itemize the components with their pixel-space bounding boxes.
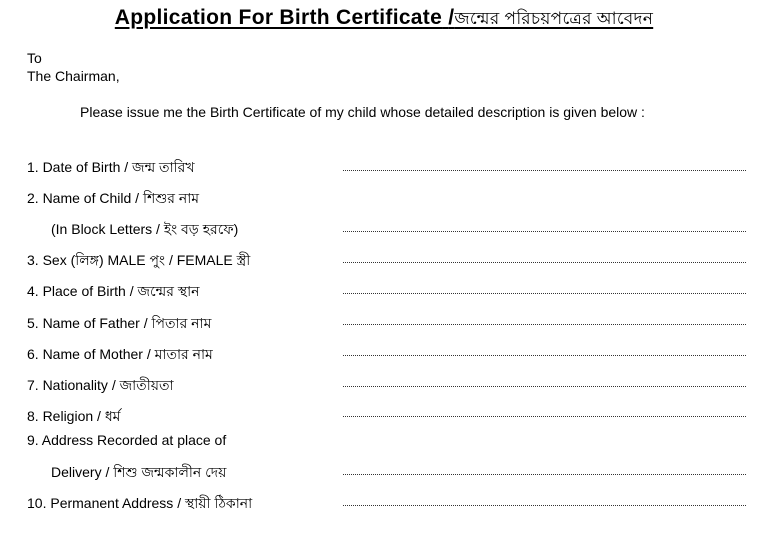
field-religion-line[interactable] xyxy=(343,416,746,417)
page-title-english: Application For Birth Certificate xyxy=(114,6,443,29)
address-chairman: The Chairman, xyxy=(27,68,120,84)
field-mother-name-line[interactable] xyxy=(343,355,746,356)
field-nationality-line[interactable] xyxy=(343,386,746,387)
field-father-name-label: 5. Name of Father / পিতার নাম xyxy=(27,315,212,331)
field-name-of-child-line[interactable] xyxy=(343,231,746,232)
page-title-bengali: জন্মের পরিচয়পত্রের আবেদন xyxy=(454,9,654,28)
field-name-of-child-label: 2. Name of Child / শিশুর নাম xyxy=(27,190,200,206)
address-to: To xyxy=(27,50,42,66)
intro-text: Please issue me the Birth Certificate of my child whose detailed description is given below : xyxy=(80,104,645,120)
field-mother-name-label: 6. Name of Mother / মাতার নাম xyxy=(27,346,213,362)
page-title-slash: / xyxy=(448,6,455,29)
field-nationality-label: 7. Nationality / জাতীয়তা xyxy=(27,377,174,393)
field-delivery-label: Delivery / শিশু জন্মকালীন দেয় xyxy=(51,464,227,480)
title-block xyxy=(0,6,768,34)
field-permanent-address-line[interactable] xyxy=(343,505,746,506)
field-date-of-birth-label: 1. Date of Birth / জন্ম তারিখ xyxy=(27,159,195,175)
field-delivery-address-line[interactable] xyxy=(343,474,746,475)
page-title xyxy=(115,6,653,34)
field-sex-label: 3. Sex (লিঙ্গ) MALE পুং / FEMALE স্ত্রী xyxy=(27,252,251,268)
field-place-of-birth-label: 4. Place of Birth / জন্মের স্থান xyxy=(27,283,200,299)
field-date-of-birth-line[interactable] xyxy=(343,170,746,171)
field-block-letters-label: (In Block Letters / ইং বড় হরফে) xyxy=(51,221,239,237)
field-permanent-address-label: 10. Permanent Address / স্থায়ী ঠিকানা xyxy=(27,495,253,511)
field-address-recorded-label: 9. Address Recorded at place of xyxy=(27,432,227,448)
field-father-name-line[interactable] xyxy=(343,324,746,325)
field-place-of-birth-line[interactable] xyxy=(343,293,746,294)
field-religion-label: 8. Religion / ধর্ম xyxy=(27,408,121,424)
field-sex-line[interactable] xyxy=(343,262,746,263)
